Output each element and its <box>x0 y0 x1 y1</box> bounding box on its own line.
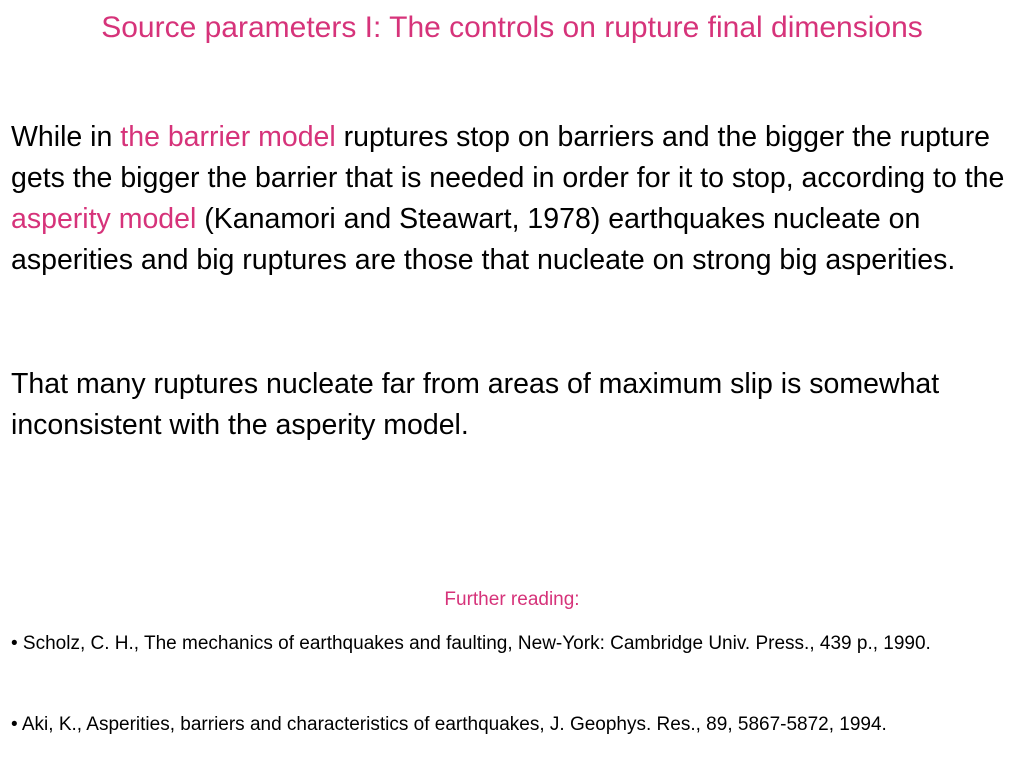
barrier-model-term: the barrier model <box>120 121 336 153</box>
reference-item-scholz: • Scholz, C. H., The mechanics of earthquakes and faulting, New-York: Cambridge Univ. Press., 439 p., 1990. <box>11 633 931 654</box>
asperity-model-term: asperity model <box>11 203 197 235</box>
paragraph-barrier-asperity <box>11 117 1019 281</box>
paragraph-nucleation: That many ruptures nucleate far from areas of maximum slip is somewhat inconsistent with the asperity model. <box>11 368 940 441</box>
paragraph1-text-3: (Kanamori and Steawart, 1978) earthquakes nucleate on asperities and big ruptures are those that nucleate on strong big asperities. <box>11 203 956 276</box>
slide-title: Source parameters I: The controls on rupture final dimensions <box>101 11 923 44</box>
further-reading-heading: Further reading: <box>444 589 580 610</box>
paragraph1-text-1: While in <box>11 121 121 153</box>
paragraph1-text-2: ruptures stop on barriers and the bigger the rupture gets the bigger the barrier that is needed in order for it to stop, according to the <box>11 121 1005 194</box>
reference-item-aki: • Aki, K., Asperities, barriers and characteristics of earthquakes, J. Geophys. Res., 89, 5867-5872, 1994. <box>11 714 887 735</box>
